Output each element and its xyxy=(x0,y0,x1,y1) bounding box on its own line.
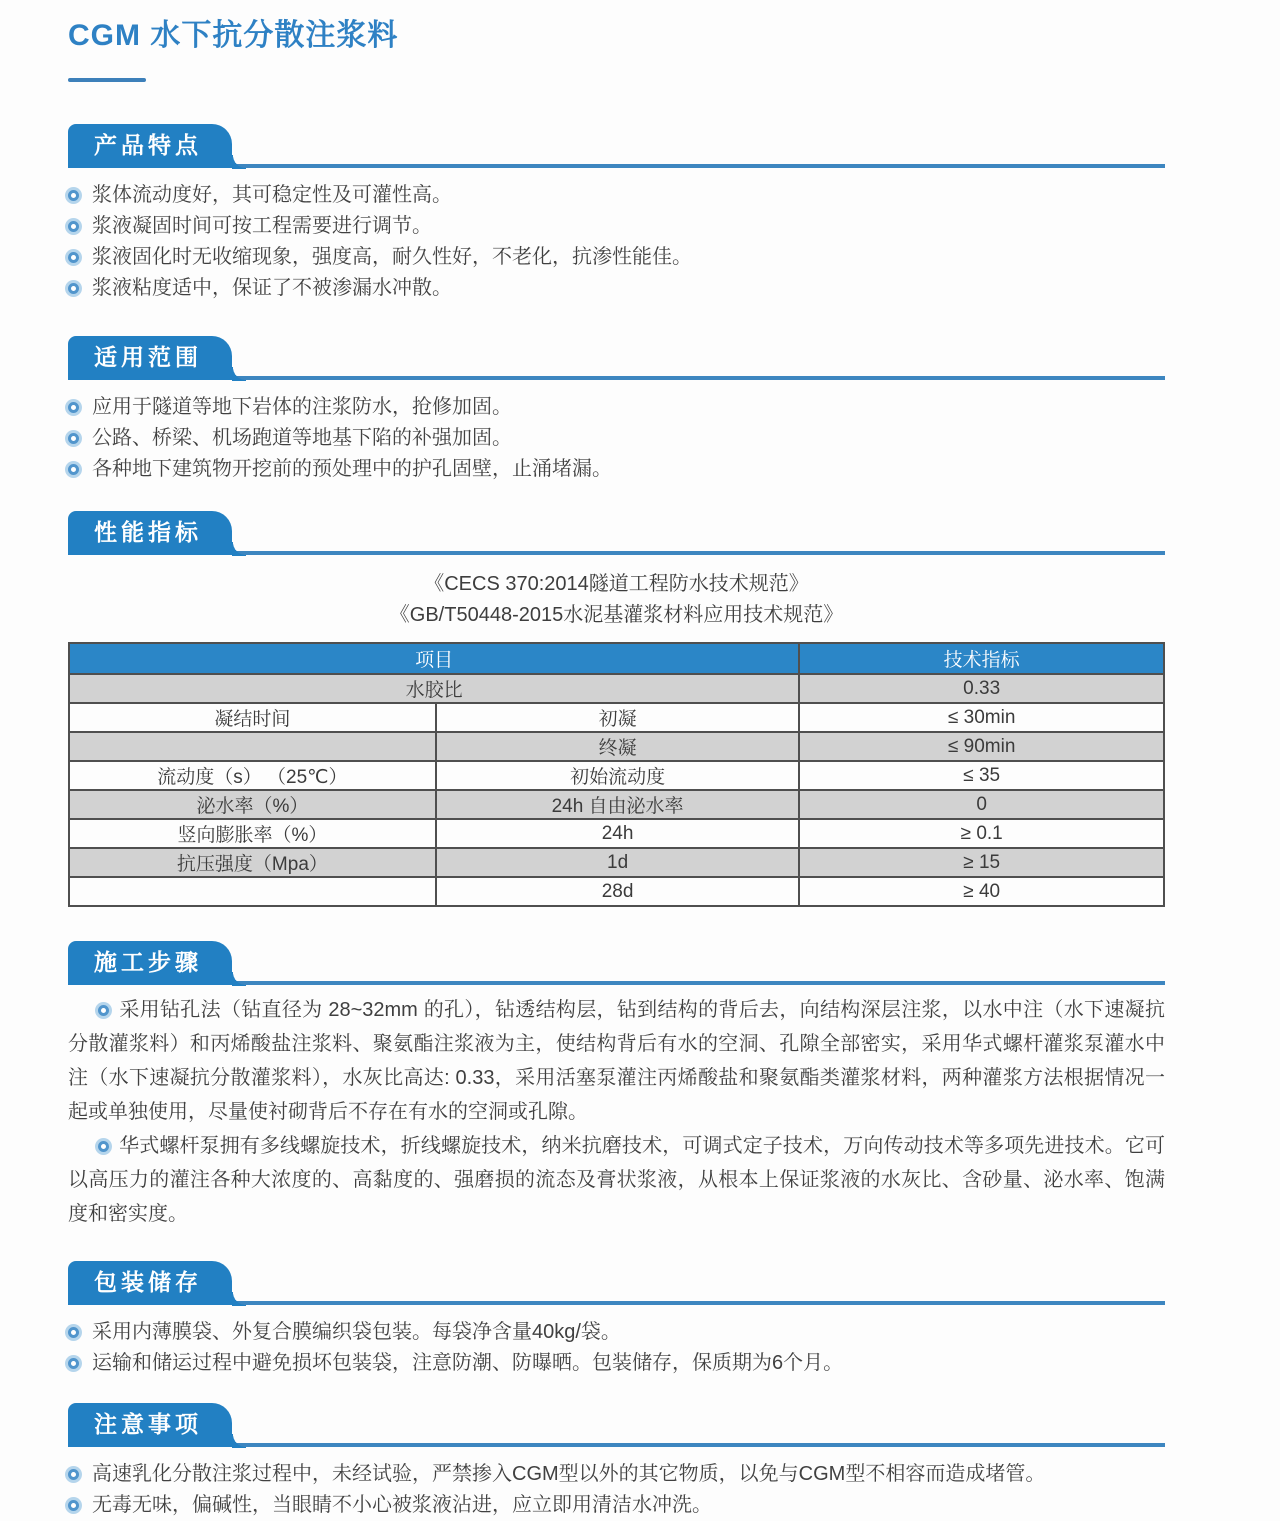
table-row xyxy=(69,848,1164,877)
table-cell: 水胶比 xyxy=(69,674,799,703)
list-item-text: 浆液凝固时间可按工程需要进行调节。 xyxy=(92,215,432,237)
section-notes xyxy=(68,1403,1165,1521)
list-item xyxy=(68,392,1165,423)
list-item-text: 各种地下建筑物开挖前的预处理中的护孔固壁，止涌堵漏。 xyxy=(92,458,612,480)
bullseye-bullet-icon xyxy=(98,1141,109,1152)
table-cell: ≤ 35 xyxy=(799,761,1164,790)
section-badge: 注意事项 xyxy=(68,1403,232,1447)
section-badge: 施工步骤 xyxy=(68,941,232,985)
list-item xyxy=(68,1490,1165,1521)
list-item xyxy=(68,1459,1165,1490)
table-cell: ≤ 90min xyxy=(799,732,1164,761)
standard-reference: 《CECS 370:2014隧道工程防水技术规范》 xyxy=(424,573,809,595)
list-item-text: 无毒无味，偏碱性，当眼睛不小心被浆液沾进，应立即用清洁水冲洗。 xyxy=(92,1494,712,1516)
list-item xyxy=(68,242,1165,273)
list-item-text: 浆液固化时无收缩现象，强度高，耐久性好，不老化，抗渗性能佳。 xyxy=(92,246,692,268)
paragraph-text: 华式螺杆泵拥有多线螺旋技术，折线螺旋技术，纳米抗磨技术，可调式定子技术，万向传动技术等多项先进技术。它可以高压力的灌注各种大浓度的、高黏度的、强磨损的流态及膏状浆液，从根本上保证浆液的水灰比、含砂量、泌水率、饱满度和密实度。 xyxy=(68,1135,1165,1225)
packaging-list xyxy=(68,1317,1165,1379)
table-cell: 竖向膨胀率（%） xyxy=(69,819,436,848)
table-row xyxy=(69,674,1164,703)
table-cell: 抗压强度（Mpa） xyxy=(69,848,436,877)
table-row xyxy=(69,703,1164,732)
table-cell: ≥ 0.1 xyxy=(799,819,1164,848)
table-cell: ≤ 30min xyxy=(799,703,1164,732)
table-cell: 凝结时间 xyxy=(69,703,436,732)
bullseye-bullet-icon xyxy=(98,1005,109,1016)
features-list xyxy=(68,180,1165,304)
list-item xyxy=(68,1317,1165,1348)
bullseye-bullet-icon xyxy=(68,1327,79,1338)
list-item xyxy=(68,180,1165,211)
table-row xyxy=(69,761,1164,790)
section-features xyxy=(68,124,1165,304)
bullseye-bullet-icon xyxy=(68,190,79,201)
table-row xyxy=(69,732,1164,761)
table-cell: 初始流动度 xyxy=(436,761,800,790)
section-packaging xyxy=(68,1261,1165,1379)
bullseye-bullet-icon xyxy=(68,283,79,294)
table-cell xyxy=(69,732,436,761)
table-row xyxy=(69,790,1164,819)
bullseye-bullet-icon xyxy=(68,1358,79,1369)
bullseye-bullet-icon xyxy=(68,221,79,232)
section-header xyxy=(68,1403,1165,1447)
construction-paragraph xyxy=(68,993,1165,1129)
list-item xyxy=(68,273,1165,304)
title-underline xyxy=(68,78,146,82)
notes-list xyxy=(68,1459,1165,1521)
table-cell: 24h 自由泌水率 xyxy=(436,790,800,819)
paragraph-text: 采用钻孔法（钻直径为 28~32mm 的孔），钻透结构层，钻到结构的背后去，向结构深层注浆，以水中注（水下速凝抗分散灌浆料）和丙烯酸盐注浆料、聚氨酯注浆液为主，使结构背后有水的空洞、孔隙全部密实，采用华式螺杆灌浆泵灌水中注（水下速凝抗分散灌浆料），水灰比高达: 0.33，采用活塞泵灌注丙烯酸盐和聚氨酯类灌浆材料，两种灌浆方法根据情况一起或单独使用，尽量使衬砌背后不存在有水的空洞或孔隙。 xyxy=(68,999,1165,1123)
list-item xyxy=(68,454,1165,485)
section-performance xyxy=(68,511,1165,907)
list-item xyxy=(68,1348,1165,1379)
table-cell: ≥ 40 xyxy=(799,877,1164,906)
table-row xyxy=(69,877,1164,906)
table-header-row xyxy=(69,643,1164,674)
list-item-text: 公路、桥梁、机场跑道等地基下陷的补强加固。 xyxy=(92,427,512,449)
section-header xyxy=(68,941,1165,985)
bullseye-bullet-icon xyxy=(68,433,79,444)
list-item-text: 高速乳化分散注浆过程中，未经试验，严禁掺入CGM型以外的其它物质，以免与CGM型不相容而造成堵管。 xyxy=(92,1463,1046,1485)
table-cell: 初凝 xyxy=(436,703,800,732)
list-item xyxy=(68,211,1165,242)
bullseye-bullet-icon xyxy=(68,1500,79,1511)
section-header xyxy=(68,511,1165,555)
table-header-cell: 技术指标 xyxy=(799,643,1164,674)
standard-reference: 《GB/T50448-2015水泥基灌浆材料应用技术规范》 xyxy=(389,604,844,626)
table-cell: 0 xyxy=(799,790,1164,819)
list-item-text: 采用内薄膜袋、外复合膜编织袋包装。每袋净含量40kg/袋。 xyxy=(92,1321,621,1343)
section-badge: 适用范围 xyxy=(68,336,232,380)
table-cell: 0.33 xyxy=(799,674,1164,703)
section-scope xyxy=(68,336,1165,485)
table-row xyxy=(69,819,1164,848)
section-header xyxy=(68,336,1165,380)
list-item-text: 应用于隧道等地下岩体的注浆防水，抢修加固。 xyxy=(92,396,512,418)
construction-paragraphs xyxy=(68,993,1165,1231)
page-title: CGM 水下抗分散注浆料 xyxy=(68,19,399,52)
standards xyxy=(68,569,1165,631)
section-header xyxy=(68,124,1165,168)
section-header xyxy=(68,1261,1165,1305)
table-cell: 流动度（s） （25℃） xyxy=(69,761,436,790)
bullseye-bullet-icon xyxy=(68,464,79,475)
table-cell: 28d xyxy=(436,877,800,906)
construction-paragraph xyxy=(68,1129,1165,1231)
table-cell: ≥ 15 xyxy=(799,848,1164,877)
section-badge: 产品特点 xyxy=(68,124,232,168)
table-header-cell: 项目 xyxy=(69,643,799,674)
section-badge: 性能指标 xyxy=(68,511,232,555)
table-cell: 泌水率（%） xyxy=(69,790,436,819)
table-cell: 终凝 xyxy=(436,732,800,761)
scope-list xyxy=(68,392,1165,485)
list-item-text: 运输和储运过程中避免损坏包装袋，注意防潮、防曝晒。包装储存，保质期为6个月。 xyxy=(92,1352,844,1374)
performance-table xyxy=(68,642,1165,907)
list-item-text: 浆液粘度适中，保证了不被渗漏水冲散。 xyxy=(92,277,452,299)
list-item xyxy=(68,423,1165,454)
bullseye-bullet-icon xyxy=(68,252,79,263)
bullseye-bullet-icon xyxy=(68,1469,79,1480)
list-item-text: 浆体流动度好，其可稳定性及可灌性高。 xyxy=(92,184,452,206)
table-cell xyxy=(69,877,436,906)
bullseye-bullet-icon xyxy=(68,402,79,413)
table-cell: 1d xyxy=(436,848,800,877)
section-badge: 包装储存 xyxy=(68,1261,232,1305)
table-cell: 24h xyxy=(436,819,800,848)
section-construction xyxy=(68,941,1165,1231)
